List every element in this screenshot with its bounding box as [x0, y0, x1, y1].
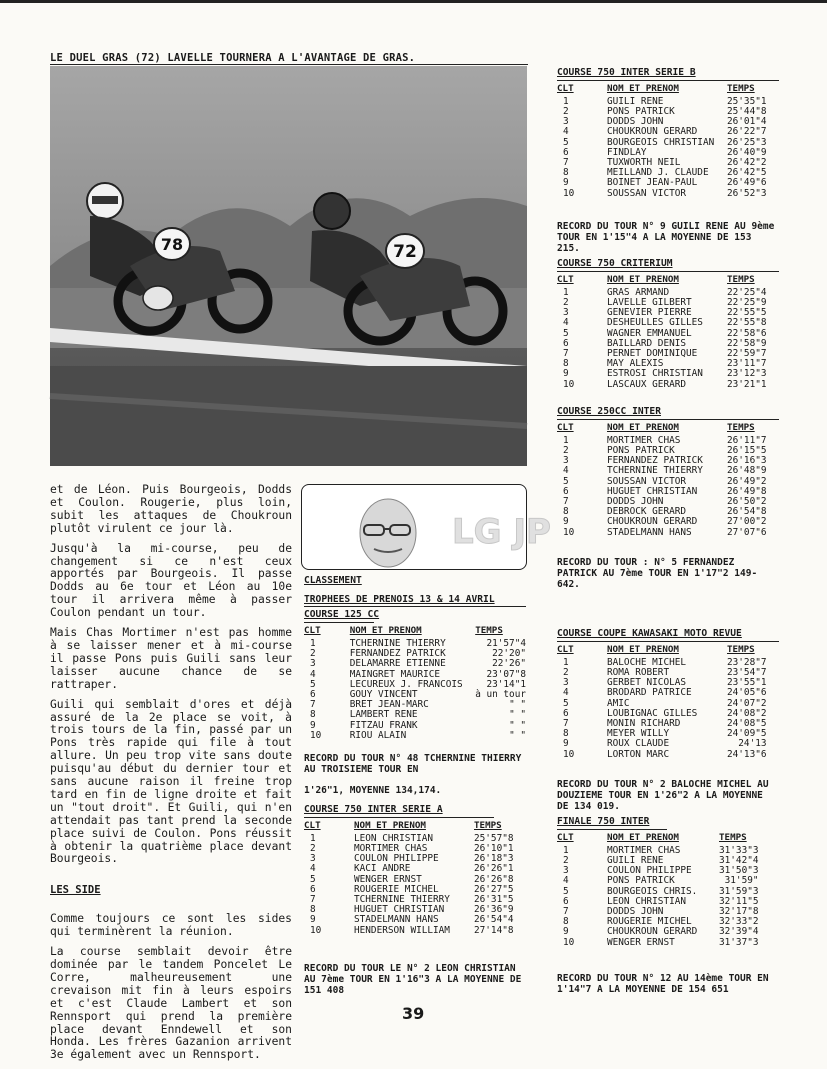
name-cell: MONIN RICHARD — [607, 718, 681, 730]
name-cell: AMIC — [607, 697, 630, 709]
name-cell: MAY ALEXIS — [607, 358, 664, 370]
time-cell: 31'33"3 — [719, 844, 759, 856]
time-cell: 32'39"4 — [719, 926, 759, 938]
portrait-watermark: LG JP — [452, 512, 551, 552]
rank-cell: 2 — [563, 106, 569, 117]
top-rule — [0, 0, 827, 3]
article-paragraph: Jusqu'à la mi-course, peu de changement si ce n'est ceux apportés par Bourgeois. Il passe Dodds au 6e tour et Léon au 10e tour il arrivera même à passer Coulon pendant un tour. — [50, 541, 292, 620]
time-cell: 26'26"8 — [474, 873, 514, 885]
name-cell: MEYER WILLY — [607, 728, 670, 740]
time-cell: 26'22"7 — [727, 126, 767, 138]
name-cell: TCHERNINE THIERRY — [607, 465, 703, 477]
event-title: TROPHEES DE PRENOIS 13 & 14 AVRIL — [304, 593, 495, 605]
rank-cell: 9 — [563, 738, 569, 750]
course-125-title: COURSE 125 CC — [304, 609, 380, 621]
time-cell: 31'37"3 — [719, 936, 759, 948]
name-cell: COULON PHILIPPE — [607, 865, 692, 877]
course-750a-section — [304, 805, 526, 936]
name-cell: HUGUET CHRISTIAN — [354, 904, 445, 916]
name-cell: LASCAUX GERARD — [607, 378, 687, 390]
name-cell: DEBROCK GERARD — [607, 506, 687, 518]
name-cell: HUGUET CHRISTIAN — [607, 485, 698, 497]
name-cell: PONS PATRICK — [607, 875, 675, 887]
rank-cell: 6 — [310, 883, 316, 895]
rank-cell: 4 — [563, 465, 569, 477]
rank-cell: 3 — [563, 307, 569, 319]
time-cell: 23'14"1 — [486, 678, 526, 690]
course-250-title: COURSE 250CC INTER — [557, 406, 661, 417]
rank-cell: 6 — [563, 707, 569, 719]
name-cell: COULON PHILIPPE — [354, 853, 439, 865]
time-cell: 27'14"8 — [474, 924, 514, 936]
time-cell: 23'21"1 — [727, 378, 767, 390]
name-cell: GENEVIER PIERRE — [607, 307, 692, 319]
name-cell: DELAMARRE ETIENNE — [349, 658, 446, 670]
rank-cell: 10 — [563, 936, 575, 948]
rank-cell: 8 — [563, 506, 569, 518]
rank-cell: 7 — [563, 718, 569, 730]
table-row — [557, 189, 767, 199]
time-cell: 27'00"2 — [727, 516, 767, 528]
name-cell: DODDS JOHN — [607, 496, 664, 508]
rank-cell: 2 — [310, 648, 316, 660]
name-cell: FITZAU FRANK — [349, 719, 418, 731]
table-row — [304, 721, 526, 731]
rank-cell: 9 — [563, 177, 569, 189]
photo-caption: LE DUEL GRAS (72) LAVELLE TOURNERA A L'AVANTAGE DE GRAS. — [50, 52, 416, 64]
kawasaki-title: COURSE COUPE KAWASAKI MOTO REVUE — [557, 628, 742, 639]
results-table-125 — [304, 626, 526, 741]
name-cell: HENDERSON WILLIAM — [354, 924, 450, 936]
name-cell: CHOUKROUN GERARD — [607, 926, 698, 938]
article-paragraph: La course semblait devoir être dominée par le tandem Poncelet Le Corre, malheureusement une crevaison mit fin à leurs espoirs et c'est Claude Lambert et son Rennsport qui prend la première place devant Enndewell et son Honda. Les frères Gazanion arrivent 3e également avec un Rennsport. — [50, 945, 292, 1062]
rank-cell: 2 — [563, 445, 569, 456]
name-cell: BALOCHE MICHEL — [607, 656, 687, 668]
rank-cell: 2 — [563, 297, 569, 308]
rank-cell: 7 — [563, 348, 569, 360]
name-cell: DESHEULLES GILLES — [607, 317, 703, 329]
time-cell: 25'44"8 — [727, 106, 767, 117]
table-row — [557, 528, 767, 538]
table-row — [304, 731, 526, 741]
time-cell: 26'50"2 — [727, 496, 767, 508]
name-cell: FINDLAY — [607, 146, 647, 158]
col-temps: TEMPS — [475, 624, 503, 636]
name-cell: CHOUKROUN GERARD — [607, 516, 698, 528]
rank-cell: 7 — [310, 894, 316, 906]
time-cell: 32'11"5 — [719, 895, 759, 907]
name-cell: FERNANDEZ PATRICK — [607, 455, 703, 467]
name-cell: BRODARD PATRICE — [607, 687, 692, 699]
time-cell: 26'27"5 — [474, 883, 514, 895]
time-cell: 26'54"8 — [727, 506, 767, 518]
name-cell: TCHERNINE THIERRY — [349, 637, 446, 649]
caption-underline — [50, 64, 528, 65]
criterium-title: COURSE 750 CRITERIUM — [557, 258, 673, 269]
name-cell: MEILLAND J. CLAUDE — [607, 167, 709, 179]
time-cell: 24'13"6 — [727, 748, 767, 760]
time-cell: 22'26" — [492, 658, 526, 670]
rank-cell: 6 — [563, 337, 569, 349]
name-cell: GUILI RENE — [607, 855, 664, 866]
results-table-criterium: CLT NOM ET PRENOM TEMPS 1 GRAS ARMAND 22'25"4 2 LAVELLE GILBERT 22'25"9 3 GENEVIER PIERRE 22'55"5 4 DESHEULLES GILLES 22'55"8 5 WAGNER EMMANUEL 22'58"6 6 BAILLARD DENIS 22'58"9 7 PERNET DOMINIQUE 22'59"7 8 MAY ALEXIS 23'11"7 9 ESTROSI CHRISTIAN 23'12"3 10 LASCAUX GERARD 23'21"1 — [557, 273, 767, 390]
results-table-finale: CLT NOM ET PRENOM TEMPS 1 MORTIMER CHAS 31'33"3 2 GUILI RENE 31'42"4 3 COULON PHILIPPE 31'50"3 4 PONS PATRICK 31'59" 5 BOURGEOIS CHRIS. 31'59"3 6 LEON CHRISTIAN 32'11"5 7 DODDS JOHN 32'17"8 8 ROUGERIE MICHEL 32'33"2 9 CHOUKROUN GERARD 32'39"4 10 WENGER ERNST 31'37"3 — [557, 831, 759, 948]
time-cell: 21'57"4 — [486, 637, 526, 649]
name-cell: DODDS JOHN — [607, 116, 664, 128]
record-finale: RECORD DU TOUR N° 12 AU 14ème TOUR EN 1'14"7 A LA MOYENNE DE 154 651 — [557, 973, 769, 995]
name-cell: TCHERNINE THIERRY — [354, 894, 450, 906]
time-cell: 23'07"8 — [486, 668, 526, 680]
rank-cell: 10 — [563, 526, 575, 538]
course-750b-section — [557, 68, 779, 199]
rank-cell: 2 — [563, 667, 569, 678]
name-cell: GUILI RENE — [607, 95, 664, 107]
time-cell: 25'57"8 — [474, 832, 514, 844]
name-cell: SOUSSAN VICTOR — [607, 187, 687, 199]
course-250-section — [557, 407, 779, 538]
time-cell: 26'54"4 — [474, 914, 514, 926]
rank-cell: 1 — [563, 434, 569, 446]
name-cell: BOURGEOIS CHRIS. — [607, 885, 698, 897]
rank-cell: 5 — [310, 873, 316, 885]
rank-cell: 1 — [563, 656, 569, 668]
name-cell: STADELMANN HANS — [354, 914, 439, 926]
name-cell: WENGER ERNST — [354, 873, 422, 885]
name-cell: ROUGERIE MICHEL — [354, 883, 439, 895]
time-cell: 22'25"9 — [727, 297, 767, 308]
name-cell: MORTIMER CHAS — [354, 843, 428, 854]
article-body — [50, 484, 292, 1069]
results-table-250: CLT NOM ET PRENOM TEMPS 1 MORTIMER CHAS 26'11"7 2 PONS PATRICK 26'15"5 3 FERNANDEZ PATRICK 26'16"3 4 TCHERNINE THIERRY 26'48"9 5 SOUSSAN VICTOR 26'49"2 6 HUGUET CHRISTIAN 26'49"8 7 DODDS JOHN 26'50"2 8 DEBROCK GERARD 26'54"8 9 CHOUKROUN GERARD 27'00"2 10 STADELMANN HANS 27'07"6 — [557, 421, 767, 538]
name-cell: WENGER ERNST — [607, 936, 675, 948]
bike-number-78: 78 — [160, 235, 184, 254]
name-cell: LEON CHRISTIAN — [607, 895, 687, 907]
rank-cell: 8 — [563, 728, 569, 740]
name-cell: PERNET DOMINIQUE — [607, 348, 698, 360]
page-number: 39 — [402, 1004, 425, 1023]
rank-cell: 5 — [563, 136, 569, 148]
kawasaki-section — [557, 629, 779, 760]
rank-cell: 1 — [310, 637, 316, 649]
table-row — [557, 938, 759, 948]
rank-cell: 5 — [563, 885, 569, 897]
time-cell: 26'49"8 — [727, 485, 767, 497]
classement-section — [304, 576, 526, 741]
name-cell: FERNANDEZ PATRICK — [349, 648, 446, 660]
name-cell: MORTIMER CHAS — [607, 434, 681, 446]
results-table-750b: CLT NOM ET PRENOM TEMPS 1 GUILI RENE 25'35"1 2 PONS PATRICK 25'44"8 3 DODDS JOHN 26'01"4 4 CHOUKROUN GERARD 26'22"7 5 BOURGEOIS CHRISTIAN 26'25"3 6 FINDLAY 26'40"9 7 TUXWORTH NEIL 26'42"2 8 MEILLAND J. CLAUDE 26'42"5 9 BOINET JEAN-PAUL 26'49"6 10 SOUSSAN VICTOR 26'52"3 — [557, 82, 767, 199]
article-paragraph: et de Léon. Puis Bourgeois, Dodds et Coulon. Rougerie, plus loin, subit les attaques de Choukroun plutôt virulent ce jour là. — [50, 483, 292, 535]
article-paragraph: Mais Chas Mortimer n'est pas homme à se laisser mener et à mi-course il passe Pons puis Guili sans leur laisser aucune chance de se rattraper. — [50, 626, 292, 691]
rank-cell: 5 — [563, 475, 569, 487]
rank-cell: 3 — [563, 865, 569, 877]
time-cell: 22'58"9 — [727, 337, 767, 349]
rank-cell: 3 — [563, 455, 569, 467]
name-cell: MORTIMER CHAS — [607, 844, 681, 856]
name-cell: LAVELLE GILBERT — [607, 297, 692, 308]
rank-cell: 4 — [563, 126, 569, 138]
name-cell: GRAS ARMAND — [607, 286, 670, 298]
time-cell: 31'59" — [724, 875, 759, 887]
author-portrait — [301, 484, 551, 570]
time-cell: " " — [509, 719, 526, 731]
name-cell: GOUY VINCENT — [349, 689, 418, 700]
rank-cell: 9 — [310, 914, 316, 926]
rank-cell: 3 — [310, 853, 316, 865]
rank-cell: 1 — [563, 844, 569, 856]
time-cell: 24'13 — [738, 738, 767, 750]
rank-cell: 4 — [310, 863, 316, 875]
name-cell: WAGNER EMMANUEL — [607, 327, 692, 339]
table-row — [304, 926, 514, 936]
name-cell: RIOU ALAIN — [349, 729, 407, 741]
rank-cell: 7 — [563, 157, 569, 169]
time-cell: 22'59"7 — [727, 348, 767, 360]
rank-cell: 6 — [563, 485, 569, 497]
time-cell: 24'08"2 — [727, 707, 767, 719]
time-cell: 26'01"4 — [727, 116, 767, 128]
name-cell: BOURGEOIS CHRISTIAN — [607, 136, 715, 148]
rank-cell: 4 — [563, 687, 569, 699]
time-cell: 23'12"3 — [727, 368, 767, 380]
side-heading: LES SIDE — [50, 884, 101, 897]
name-cell: LEON CHRISTIAN — [354, 832, 434, 844]
record-250: RECORD DU TOUR : N° 5 FERNANDEZ PATRICK AU 7ème TOUR EN 1'17"2 149-642. — [557, 557, 758, 590]
name-cell: ROUGERIE MICHEL — [607, 916, 692, 928]
rank-cell: 8 — [310, 904, 316, 916]
article-paragraph: Comme toujours ce sont les sides qui terminèrent la réunion. — [50, 912, 292, 939]
time-cell: 31'59"3 — [719, 885, 759, 897]
table-row — [557, 750, 767, 760]
name-cell: MAINGRET MAURICE — [349, 668, 441, 680]
name-cell: BAILLARD DENIS — [607, 337, 687, 349]
name-cell: LECUREUX J. FRANCOIS — [349, 678, 463, 690]
time-cell: 26'42"2 — [727, 157, 767, 169]
time-cell: 27'07"6 — [727, 526, 767, 538]
rank-cell: 1 — [563, 286, 569, 298]
rank-cell: 8 — [563, 916, 569, 928]
time-cell: 26'49"6 — [727, 177, 767, 189]
rank-cell: 6 — [310, 689, 316, 700]
time-cell: 26'18"3 — [474, 853, 514, 865]
rank-cell: 4 — [563, 875, 569, 887]
name-cell: PONS PATRICK — [607, 106, 675, 117]
time-cell: " " — [509, 699, 526, 711]
time-cell: 24'09"5 — [727, 728, 767, 740]
time-cell: 26'48"9 — [727, 465, 767, 477]
time-cell: à un tour — [475, 689, 526, 700]
rank-cell: 9 — [563, 926, 569, 938]
rank-cell: 4 — [310, 668, 316, 680]
rank-cell: 8 — [310, 709, 316, 721]
record-125: RECORD DU TOUR N° 48 TCHERNINE THIERRY AU TROISIEME TOUR EN 1'26"1, MOYENNE 134,174. — [304, 753, 522, 796]
time-cell: " " — [509, 729, 526, 741]
name-cell: CHOUKROUN GERARD — [607, 126, 698, 138]
rank-cell: 5 — [310, 678, 316, 690]
article-paragraph: Guili qui semblait d'ores et déjà assuré de la 2e place se voit, à trois tours de la fin, passé par un Pons très rapide qui file à tout allure. Un peu trop vite sans doute puisqu'au début du dernier tour et sans aucune raison il freine trop tard en fin de ligne droite et fait un "tout droit". Et Guili, qui n'en attendait pas tant prend la seconde place suivi de Coulon. Pons réussit à obtenir la quatrième place devant Bourgeois. — [50, 697, 292, 866]
rank-cell: 7 — [310, 699, 316, 711]
time-cell: 26'40"9 — [727, 146, 767, 158]
name-cell: BOINET JEAN-PAUL — [607, 177, 698, 189]
time-cell: 26'52"3 — [727, 187, 767, 199]
rank-cell: 3 — [310, 658, 316, 670]
time-cell: 23'54"7 — [727, 667, 767, 678]
rank-cell: 9 — [563, 368, 569, 380]
rank-cell: 4 — [563, 317, 569, 329]
name-cell: PONS PATRICK — [607, 445, 675, 456]
rank-cell: 8 — [563, 358, 569, 370]
time-cell: 26'42"5 — [727, 167, 767, 179]
record-kawasaki: RECORD DU TOUR N° 2 BALOCHE MICHEL AU DOUZIEME TOUR EN 1'26"2 A LA MOYENNE DE 134 019. — [557, 779, 769, 812]
time-cell: 24'05"6 — [727, 687, 767, 699]
time-cell: 26'10"1 — [474, 843, 514, 854]
time-cell: 23'28"7 — [727, 656, 767, 668]
name-cell: LORTON MARC — [607, 748, 670, 760]
time-cell: " " — [509, 709, 526, 721]
time-cell: 26'31"5 — [474, 894, 514, 906]
record-750a: RECORD DU TOUR LE N° 2 LEON CHRISTIAN AU 7ème TOUR EN 1'16"3 A LA MOYENNE DE 151 408 — [304, 963, 522, 996]
time-cell: 26'26"1 — [474, 863, 514, 875]
name-cell: ROMA ROBERT — [607, 667, 670, 678]
time-cell: 31'50"3 — [719, 865, 759, 877]
criterium-section — [557, 259, 779, 390]
results-table-kawasaki: CLT NOM ET PRENOM TEMPS 1 BALOCHE MICHEL 23'28"7 2 ROMA ROBERT 23'54"7 3 GERBET NICOLAS 23'55"1 4 BRODARD PATRICE 24'05"6 5 AMIC 24'07"2 6 LOUBIGNAC GILLES 24'08"2 7 MONIN RICHARD 24'08"5 8 MEYER WILLY 24'09"5 9 ROUX CLAUDE 24'13 10 LORTON MARC 24'13"6 — [557, 643, 767, 760]
course-750b-title: COURSE 750 INTER SERIE B — [557, 67, 696, 78]
rank-cell: 3 — [563, 677, 569, 689]
rank-cell: 5 — [563, 327, 569, 339]
time-cell: 22'25"4 — [727, 286, 767, 298]
time-cell: 25'35"1 — [727, 95, 767, 107]
record-750b: RECORD DU TOUR N° 9 GUILI RENE AU 9ème TOUR EN 1'15"4 A LA MOYENNE DE 153 215. — [557, 221, 775, 254]
name-cell: KACI ANDRE — [354, 863, 411, 875]
time-cell: 26'16"3 — [727, 455, 767, 467]
name-cell: DODDS JOHN — [607, 906, 664, 918]
time-cell: 23'11"7 — [727, 358, 767, 370]
name-cell: STADELMANN HANS — [607, 526, 692, 538]
rank-cell: 10 — [563, 748, 575, 760]
time-cell: 26'15"5 — [727, 445, 767, 456]
rank-cell: 7 — [563, 496, 569, 508]
name-cell: LOUBIGNAC GILLES — [607, 707, 698, 719]
time-cell: 26'49"2 — [727, 475, 767, 487]
time-cell: 24'08"5 — [727, 718, 767, 730]
time-cell: 32'17"8 — [719, 906, 759, 918]
time-cell: 22'55"5 — [727, 307, 767, 319]
col-clt: CLT — [304, 624, 321, 636]
rank-cell: 9 — [310, 719, 316, 731]
name-cell: ROUX CLAUDE — [607, 738, 670, 750]
time-cell: 26'36"9 — [474, 904, 514, 916]
course-750a-title: COURSE 750 INTER SERIE A — [304, 804, 443, 815]
results-table-750a: CLT NOM ET PRENOM TEMPS 1 LEON CHRISTIAN 25'57"8 2 MORTIMER CHAS 26'10"1 3 COULON PHILIPPE 26'18"3 4 KACI ANDRE 26'26"1 5 WENGER ERNST 26'26"8 6 ROUGERIE MICHEL 26'27"5 7 TCHERNINE THIERRY 26'31"5 8 HUGUET CHRISTIAN 26'36"9 9 STADELMANN HANS 26'54"4 10 HENDERSON WILLIAM 27'14"8 — [304, 819, 514, 936]
name-cell: SOUSSAN VICTOR — [607, 475, 687, 487]
rank-cell: 2 — [563, 855, 569, 866]
time-cell: 22'55"8 — [727, 317, 767, 329]
rank-cell: 1 — [563, 95, 569, 107]
table-row — [557, 380, 767, 390]
race-photo — [50, 66, 527, 466]
time-cell: 26'25"3 — [727, 136, 767, 148]
rank-cell: 10 — [310, 924, 322, 936]
classement-label: CLASSEMENT — [304, 575, 362, 586]
rank-cell: 9 — [563, 516, 569, 528]
bike-number-72: 72 — [393, 242, 417, 262]
finale-section — [557, 817, 779, 948]
rank-cell: 6 — [563, 146, 569, 158]
name-cell: GERBET NICOLAS — [607, 677, 687, 689]
rank-cell: 6 — [563, 895, 569, 907]
rank-cell: 8 — [563, 167, 569, 179]
time-cell: 32'33"2 — [719, 916, 759, 928]
time-cell: 24'07"2 — [727, 697, 767, 709]
time-cell: 31'42"4 — [719, 855, 759, 866]
rank-cell: 10 — [563, 378, 575, 390]
rank-cell: 10 — [563, 187, 575, 199]
name-cell: BRET JEAN-MARC — [349, 699, 429, 711]
time-cell: 22'58"6 — [727, 327, 767, 339]
time-cell: 22'20" — [492, 648, 526, 660]
rank-cell: 2 — [310, 843, 316, 854]
rank-cell: 1 — [310, 832, 316, 844]
rank-cell: 3 — [563, 116, 569, 128]
name-cell: ESTROSI CHRISTIAN — [607, 368, 703, 380]
rank-cell: 7 — [563, 906, 569, 918]
rank-cell: 10 — [310, 729, 322, 741]
col-nom: NOM ET PRENOM — [349, 624, 422, 636]
name-cell: TUXWORTH NEIL — [607, 157, 681, 169]
time-cell: 26'11"7 — [727, 434, 767, 446]
time-cell: 23'55"1 — [727, 677, 767, 689]
rank-cell: 5 — [563, 697, 569, 709]
finale-title: FINALE 750 INTER — [557, 816, 650, 827]
name-cell: LAMBERT RENE — [349, 709, 418, 721]
